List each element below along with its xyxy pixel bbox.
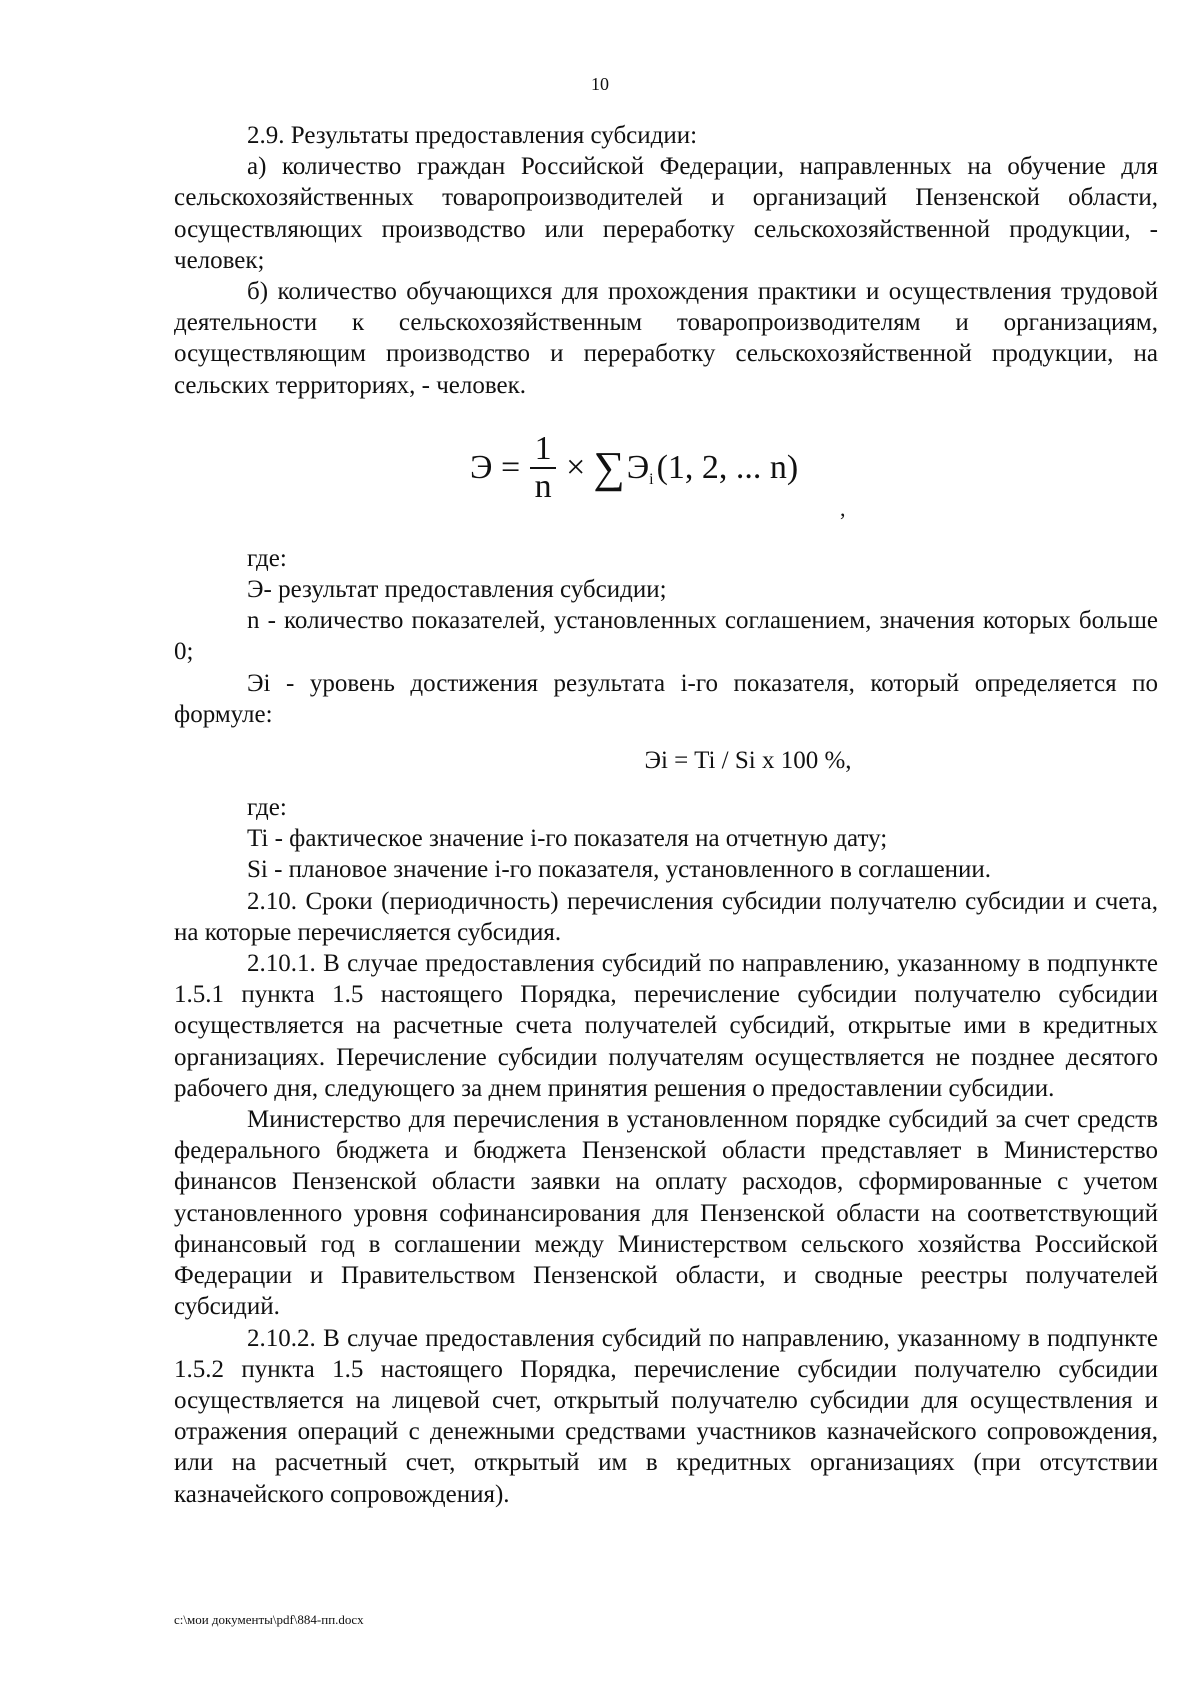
section-heading-2-10: 2.10. Сроки (периодичность) перечисления субсидии получателю субсидии и счета, на которые перечисляется субсидия. (174, 887, 1158, 946)
formula-trailing-comma: , (840, 495, 846, 521)
page-number: 10 (591, 74, 609, 94)
formula-fraction (530, 431, 556, 505)
section-2-10-2-paragraph: 2.10.2. В случае предоставления субсидий по направлению, указанному в подпункте 1.5.2 пункта 1.5 настоящего Порядка, перечисление субсидии получателю субсидии осуществляется на лицевой счет, открытый получателю субсидии для осуществления и отражения операций с денежными средствами участников казначейского сопровождения, или на расчетный счет, открытый им в кредитных организациях (при отсутствии казначейского сопровождения). (174, 1324, 1158, 1508)
where-label: где: (247, 544, 287, 572)
item-a-paragraph: а) количество граждан Российской Федерации, направленных на обучение для сельскохозяйственных товаропроизводителей и организаций Пензенской области, осуществляющих производство или переработку сельскохозяйственной продукции, - человек; (174, 153, 1158, 274)
definition-si: Si - плановое значение i-го показателя, установленного в соглашении. (247, 856, 992, 884)
indicator-formula: Эi = Ti / Si x 100 %, (644, 747, 852, 775)
fraction-numerator: 1 (534, 429, 552, 467)
footer-file-path: c:\мои документы\pdf\884-пп.docx (174, 1612, 364, 1627)
formula-term: Э (626, 449, 650, 487)
definition-ti: Ti - фактическое значение i-го показателя на отчетную дату; (247, 825, 888, 853)
definition-n: n - количество показателей, установленных соглашением, значения которых больше 0; (174, 607, 1158, 666)
ministry-paragraph: Министерство для перечисления в установленном порядке субсидий за счет средств федерального бюджета и бюджета Пензенской области представляет в Министерство финансов Пензенской области заявки на оплату расходов, сформированные с учетом установленного уровня софинансирования для Пензенской области на соответствующий финансовый год в соглашении между Министерством сельского хозяйства Российской Федерации и Правительством Пензенской области, и сводные реестры получателей субсидий. (174, 1106, 1158, 1321)
formula-args: (1, 2, ... n) (656, 449, 799, 487)
result-formula (174, 401, 1158, 543)
document-body (174, 120, 1158, 1510)
section-2-10-1-paragraph: 2.10.1. В случае предоставления субсидий по направлению, указанному в подпункте 1.5.1 пункта 1.5 настоящего Порядка, перечисление субсидии получателю субсидии осуществляется на расчетные счета получателей субсидий, открытые ими в кредитных организациях. Перечисление субсидии получателям осуществляется не позднее десятого рабочего дня, следующего за днем принятия решения о предоставлении субсидии. (174, 950, 1158, 1102)
sum-symbol: ∑ (593, 443, 625, 493)
formula-lhs: Э = (470, 449, 521, 487)
formula-times: × (566, 449, 586, 487)
section-heading-2-9: 2.9. Результаты предоставления субсидии: (247, 122, 698, 149)
where-label-2: где: (247, 794, 287, 822)
fraction-denominator: n (534, 467, 552, 505)
definition-ei: Эi - уровень достижения результата i-го показателя, который определяется по формуле: (174, 669, 1158, 728)
item-b-paragraph: б) количество обучающихся для прохождения практики и осуществления трудовой деятельности к сельскохозяйственным товаропроизводителям и организациям, осуществляющим производство и переработку сельскохозяйственной продукции, на сельских территориях, - человек. (174, 278, 1158, 399)
definition-e: Э- результат предоставления субсидии; (247, 576, 667, 604)
formula-subscript: i (649, 471, 654, 489)
